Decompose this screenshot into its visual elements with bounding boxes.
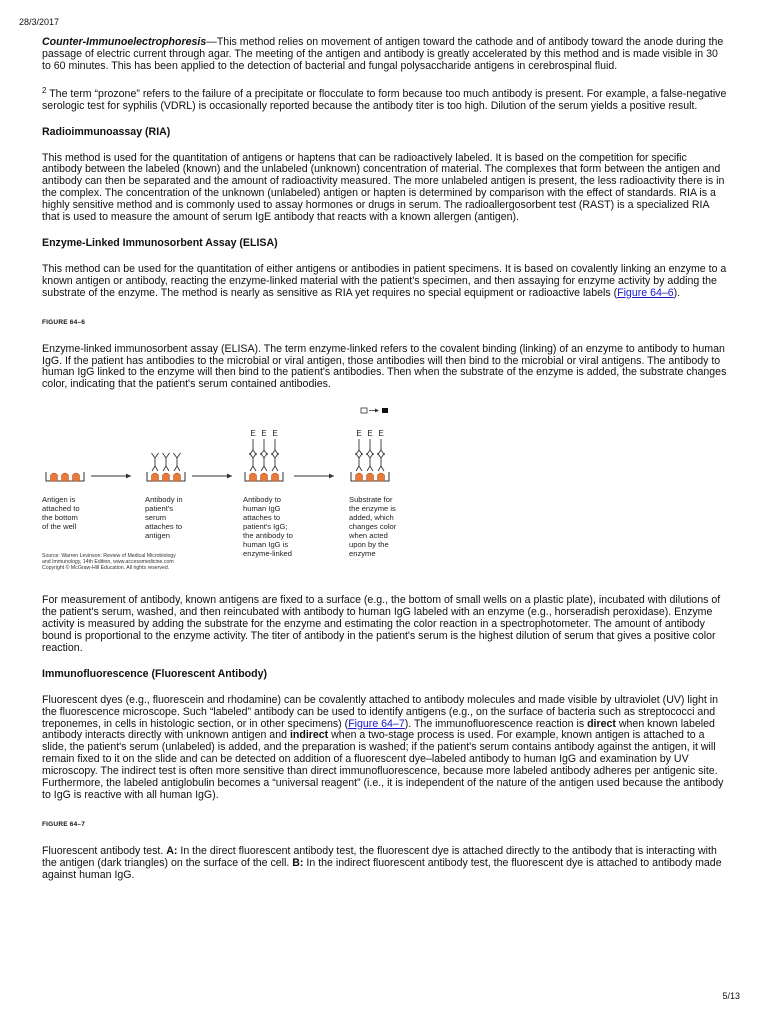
elisa-figure [42, 399, 442, 581]
enzyme-label: E [261, 429, 267, 439]
page-number: 5/13 [722, 991, 740, 1001]
patient-antibody [152, 453, 159, 471]
anti-igg-antibody [250, 439, 257, 455]
patient-antibody [261, 453, 268, 471]
step-3-caption: Antibody to human IgG attaches to patient's IgG; the antibody to human IgG is enzyme-linked [243, 495, 293, 559]
enzyme-label: E [356, 429, 362, 439]
if-heading: Immunofluorescence (Fluorescent Antibody) [42, 667, 268, 680]
antigen [367, 473, 374, 481]
antigen [356, 473, 363, 481]
product-square [382, 408, 388, 413]
anti-igg-antibody [378, 439, 385, 455]
anti-igg-antibody [272, 439, 279, 455]
footnote-mark: 2 [42, 85, 47, 95]
patient-antibody [163, 453, 170, 471]
patient-antibody [250, 453, 257, 471]
measure-paragraph: For measurement of antibody, known antigens are fixed to a surface (e.g., the bottom of small wells on a plastic plate), incubated with dilutions of the patient's serum, washed, and then reincubated with antibody to human IgG labeled with an enzyme (e.g., horseradish peroxidase). Enzyme activity is measured by adding the substrate for the enzyme and estimating the color reaction in a spectrophotometer. The amount of antibody bound is proportional to the enzyme activity. The titer of antibody in the patient's serum is the highest dilution of serum that gives a positive color reaction. [42, 594, 721, 654]
antigen [163, 473, 170, 481]
antigen [250, 473, 257, 481]
figure-64-7-label: FIGURE 64–7 [42, 820, 86, 828]
step-1-caption: Antigen is attached to the bottom of the well [42, 495, 80, 532]
ria-heading: Radioimmunoassay (RIA) [42, 125, 171, 138]
patient-antibody [378, 453, 385, 471]
enzyme-label: E [378, 429, 384, 439]
cie-paragraph: Counter-Immunoelectrophoresis—This method relies on movement of antigen toward the cathode and of antibody toward the anode during the passage of electric current through agar. The meeting of the antigen and antibody is greatly accelerated by this method and is made visible in 30 to 60 minutes. This has been applied to the detection of bacterial and fungal polysaccharide antigens in cerebrospinal fluid. [42, 36, 724, 72]
antigen [51, 473, 58, 481]
ria-paragraph: This method is used for the quantitation of antigens or haptens that can be radioactively labeled. It is based on the competition for specific antibody between the labeled (known) and the unlabeled (unknown) concentration of material. The complexes that form between the antigen and antibody can then be separated and the amount of radioactivity measured. The more unlabeled antigen is present, the less radioactivity there is in the complex. The concentration of the unknown (unlabeled) antigen or hapten is determined by comparison with the effect of standards. RIA is a highly sensitive method and is commonly used to assay hormones or drugs in serum. The radioallergosorbent test (RAST) is a specialized RIA that is used to measure the amount of serum IgE antibody that reacts with a known allergen (antigen). [42, 151, 725, 224]
figure-64-6-label: FIGURE 64–6 [42, 318, 86, 326]
patient-antibody [367, 453, 374, 471]
if-paragraph: Fluorescent dyes (e.g., fluorescein and rhodamine) can be covalently attached to antibody molecules and made visible by ultraviolet (UV) light in the fluorescence microscope. Such “labeled” antibody can be used to identify antigens (e.g., on the surface of bacteria such as streptococci and treponemes, in cells in histologic section, or in other specimens) (Figure 64–7). The immunofluorescence reaction is direct when known labeled antibody interacts directly with unknown antigen and indirect when a two-stage process is used. For example, known antigen is attached to a slide, the patient's serum (unlabeled) is added, and the preparation is washed; if the patient's serum contains antibody against the antigen, it will remain fixed to it on the slide and can be detected on addition of a fluorescent dye–labeled antibody to human IgG and examination by UV microscopy. The indirect test is often more sensitive than direct immunofluorescence, because more labeled antibody adheres per antigenic site. Furthermore, the labeled antiglobulin becomes a “universal reagent” (i.e., it is independent of the nature of the antigen used because the antibody to IgG is reactive with all human IgG). [42, 693, 724, 801]
antigen [174, 473, 181, 481]
cie-term: Counter-Immunoelectrophoresis [42, 36, 207, 48]
reaction-arrow-head [375, 409, 379, 413]
antigen [73, 473, 80, 481]
antigen [272, 473, 279, 481]
step-arrow-head [126, 474, 131, 479]
patient-antibody [272, 453, 279, 471]
patient-antibody [174, 453, 181, 471]
figure-64-6-caption: Enzyme-linked immunosorbent assay (ELISA). The term enzyme-linked refers to the covalent binding (linking) of an enzyme to antibody to human IgG. If the patient has antibodies to the microbial or viral antigen, those antibodies will then bind to the microbial or viral antigens. The antibody to human IgG linked to the enzyme will then bind to the patient's antibodies. Then when the substrate of the enzyme is added, the substrate changes color, indicating that the patient's serum contained antibodies. [42, 342, 727, 391]
patient-antibody [356, 453, 363, 471]
figure-64-7-caption: Fluorescent antibody test. A: In the direct fluorescent antibody test, the fluorescent dye is attached directly to the antibody that is interacting with the antigen (dark triangles) on the surface of the cell. B: In the indirect fluorescent antibody test, the fluorescent dye is attached to antibody made against human IgG. [42, 844, 722, 881]
document-body [42, 37, 728, 882]
step-arrow-head [329, 474, 334, 479]
figure-source: Source: Warren Levinson: Review of Medical Microbiology and Immunology, 14th Edition, www.accessmedicine.com Copyright © McGraw-Hill Education. All rights reserved. [42, 553, 176, 572]
elisa-paragraph: This method can be used for the quantitation of either antigens or antibodies in patient specimens. It is based on covalently linking an enzyme to a known antigen or antibody, reacting the enzyme-linked material with the patient's specimen, and then assaying for enzyme activity by adding the substrate of the enzyme. The method is nearly as sensitive as RIA yet requires no special equipment or radioactive labels (Figure 64–6). [42, 262, 727, 299]
step-4-caption: Substrate for the enzyme is added, which changes color when acted upon by the enzyme [349, 495, 397, 559]
substrate-square [361, 408, 367, 413]
footnote-paragraph: $^2$ The term “prozone” refers to the failure of a precipitate or flocculate to form because too much antibody is present. For example, a false-negative serologic test for syphilis (VDRL) is occasionally reported because the antibody titer is too high. Dilution of the serum yields a positive result. [42, 85, 727, 112]
enzyme-label: E [272, 429, 278, 439]
antigen [261, 473, 268, 481]
antigen [152, 473, 159, 481]
figure-64-6-link[interactable]: Figure 64–6 [617, 286, 674, 299]
figure-64-7-link[interactable]: Figure 64–7 [348, 717, 405, 730]
anti-igg-antibody [367, 439, 374, 455]
enzyme-label: E [250, 429, 256, 439]
step-arrow-head [227, 474, 232, 479]
elisa-heading: Enzyme-Linked Immunosorbent Assay (ELISA) [42, 236, 278, 249]
antigen [378, 473, 385, 481]
print-date: 28/3/2017 [19, 17, 60, 27]
enzyme-label: E [367, 429, 373, 439]
anti-igg-antibody [356, 439, 363, 455]
anti-igg-antibody [261, 439, 268, 455]
step-2-caption: Antibody in patient's serum attaches to antigen [145, 495, 183, 541]
antigen [62, 473, 69, 481]
